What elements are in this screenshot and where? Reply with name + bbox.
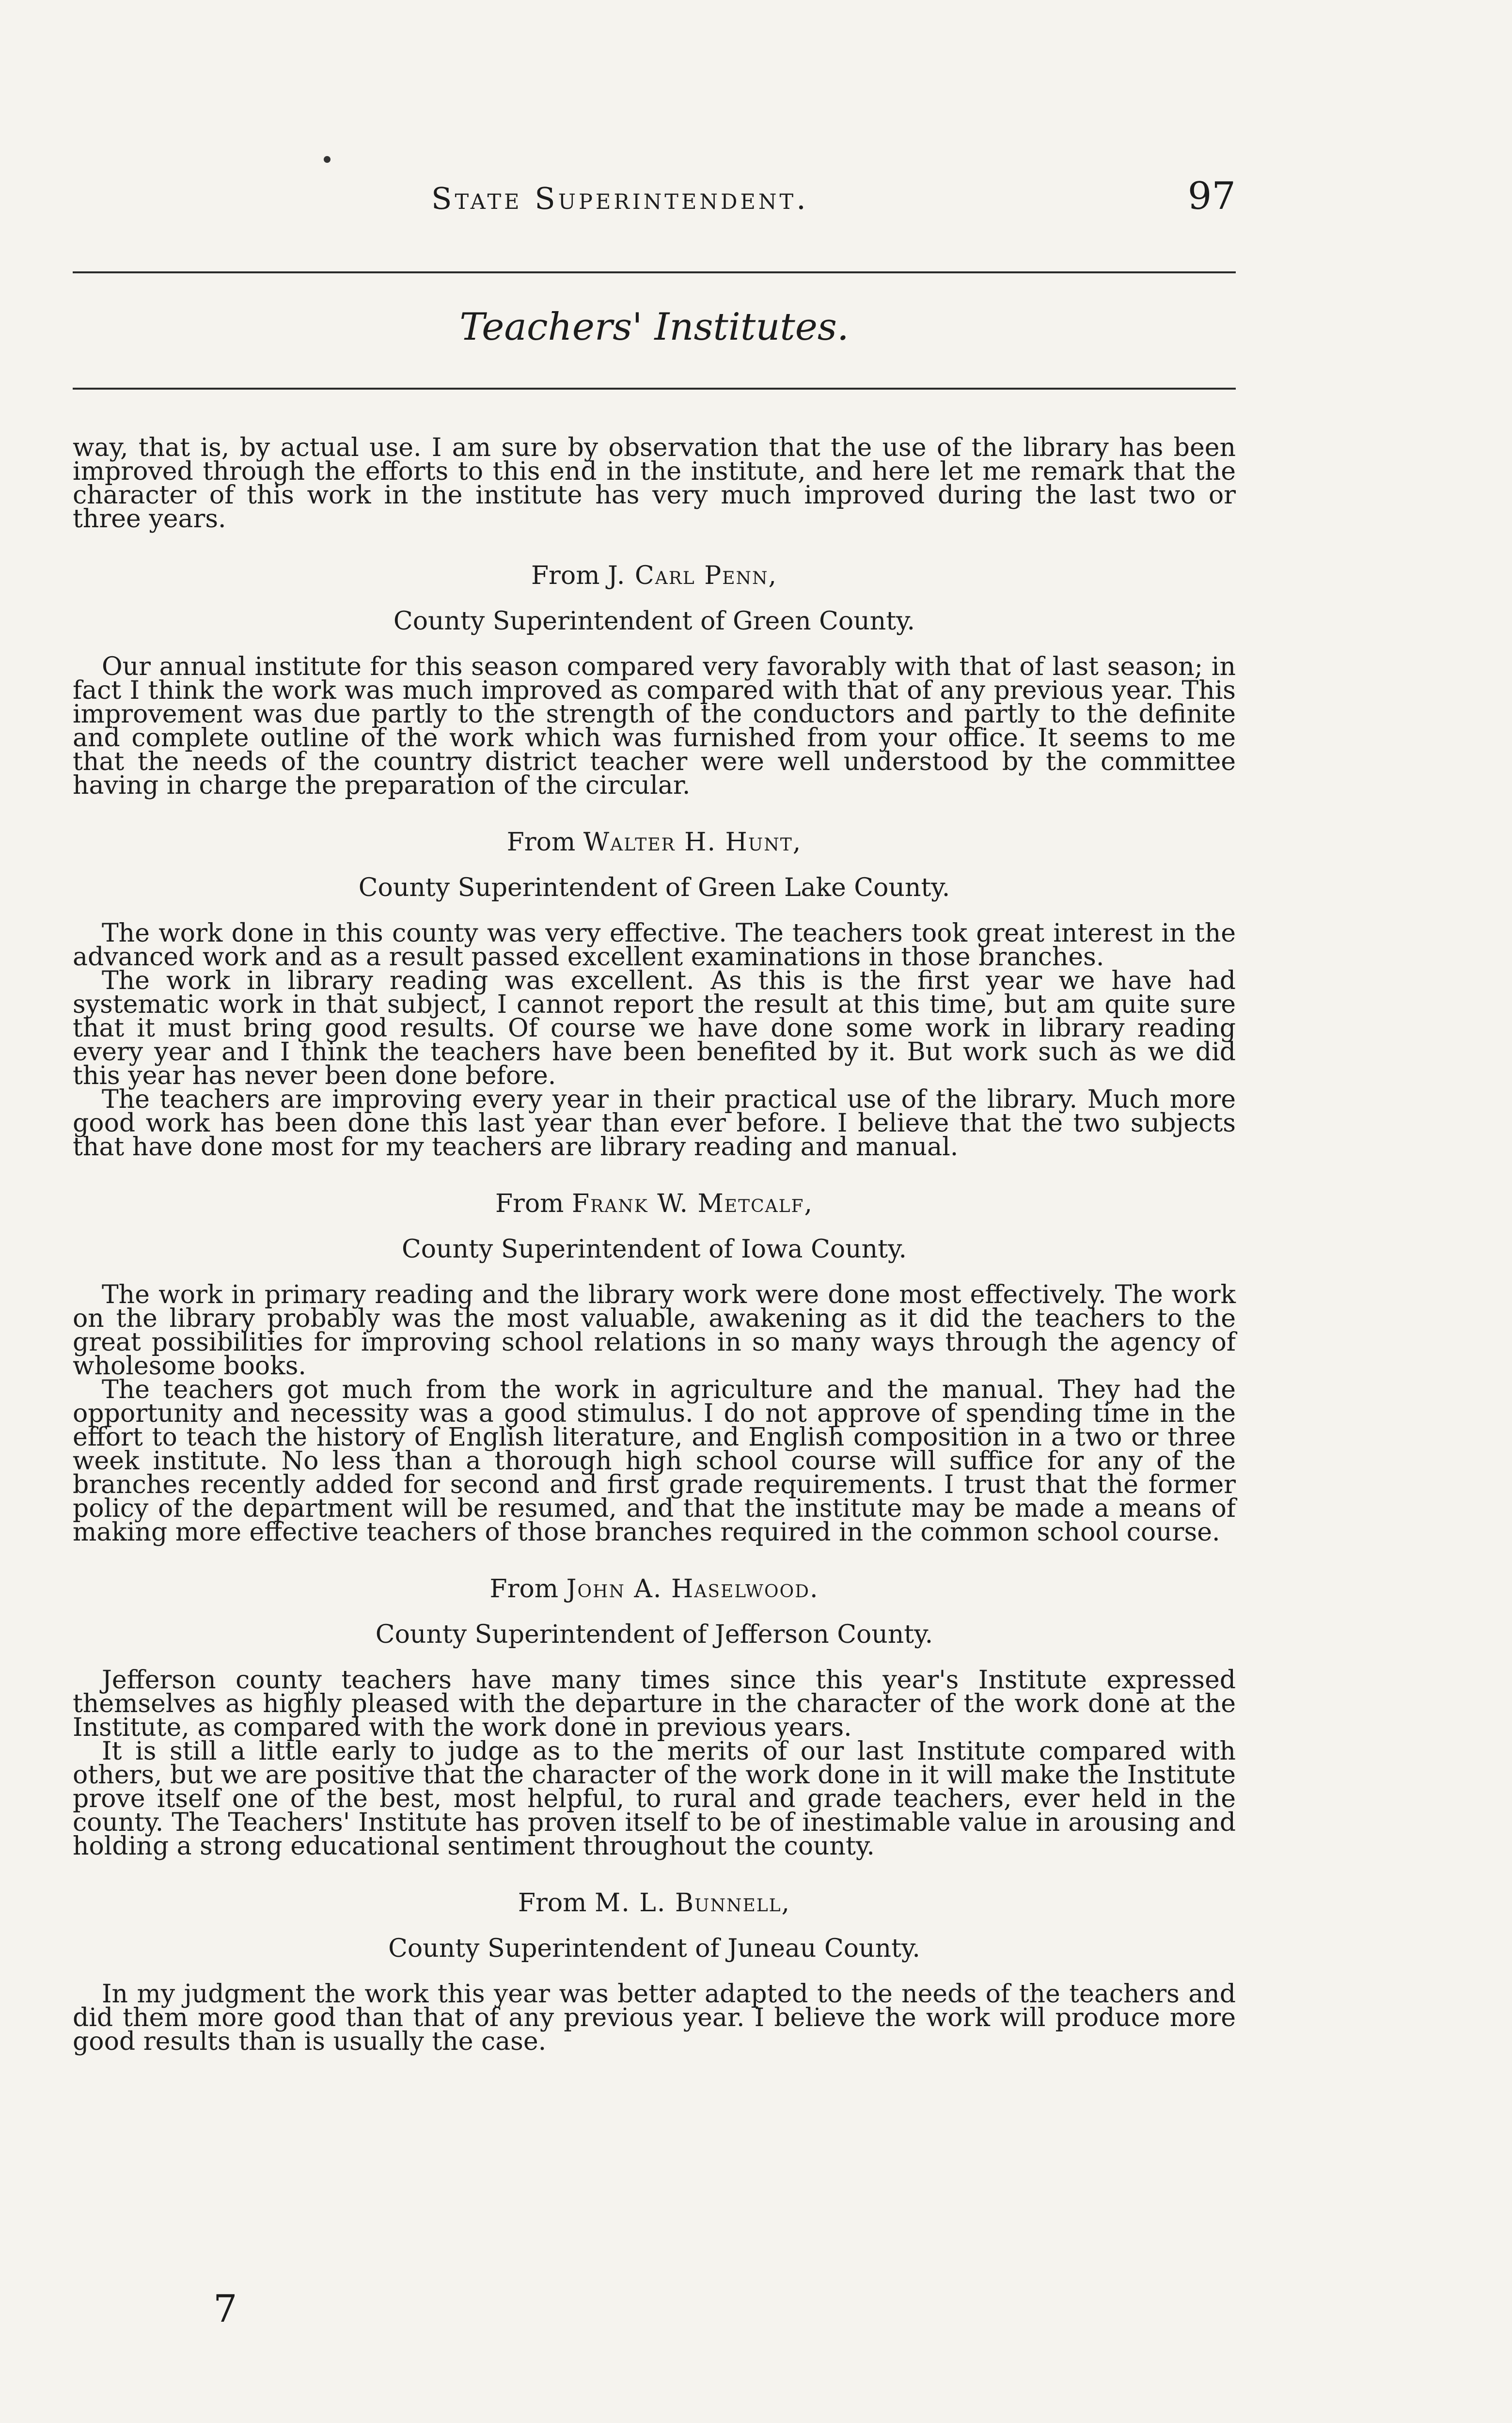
- signature-mark: 7: [213, 2287, 237, 2331]
- body-text: [73, 433, 1236, 2056]
- from-prefix: From: [518, 1888, 587, 1918]
- letter-paragraph: The teachers are improving every year in their practical use of the library. Much more good work has been done this last year than ever before. I believe that the two subjects that have done most for my teachers are library reading and manual.: [73, 1085, 1236, 1162]
- letter-paragraph: In my judgment the work this year was better adapted to the needs of the teachers and did them more good than that of any previous year. I believe the work will produce more good results than is usually the case.: [73, 1980, 1236, 2056]
- letter-paragraph: The work in library reading was excellent. As this is the first year we have had systematic work in that subject, I cannot report the result at this time, but am quite sure that it must bring good results. Of course we have done some work in library reading every year and I think the teachers have been benefited by it. But work such as we did this year has never been done before.: [73, 966, 1236, 1090]
- from-prefix: From: [489, 1574, 559, 1604]
- from-prefix: From: [531, 561, 600, 590]
- author-name: J. Carl Penn,: [608, 561, 778, 590]
- running-head: [73, 174, 1236, 218]
- from-line: [73, 1574, 1236, 1604]
- county-line: County Superintendent of Green Lake County.: [358, 873, 950, 902]
- from-prefix: From: [506, 828, 576, 857]
- letter-paragraph: The work done in this county was very effective. The teachers took great interest in the advanced work and as a result passed excellent examinations in those branches.: [73, 919, 1236, 972]
- letter-paragraph: The work in primary reading and the library work were done most effectively. The work on the library probably was the most valuable, awakening as it did the teachers to the great possibilities for improving school relations in so many ways through the agency of wholesome books.: [73, 1280, 1236, 1381]
- section-title: Teachers' Institutes.: [459, 305, 849, 349]
- header-rule-top: [73, 271, 1236, 273]
- letter-jefferson-county: [73, 1574, 1236, 1861]
- header-rule-bottom: [73, 388, 1236, 390]
- author-name: M. L. Bunnell,: [595, 1888, 791, 1918]
- author-name: Walter H. Hunt,: [583, 828, 802, 857]
- letter-iowa-county: [73, 1189, 1236, 1547]
- county-line: County Superintendent of Green County.: [393, 607, 915, 636]
- author-name: John A. Haselwood.: [566, 1574, 819, 1604]
- letter-paragraph: Our annual institute for this season compared very favorably with that of last season; in fact I think the work was much improved as compared with that of any previous year. This improvement was due partly to the strength of the conductors and partly to the definite and complete outline of the work which was furnished from your office. It seems to me that the needs of the country district teacher were well understood by the committee having in charge the preparation of the circular.: [73, 652, 1236, 800]
- county-line: County Superintendent of Juneau County.: [388, 1934, 920, 1963]
- county-line: County Superintendent of Jefferson County.: [375, 1620, 933, 1649]
- letter-paragraph: The teachers got much from the work in agriculture and the manual. They had the opportunity and necessity was a good stimulus. I do not approve of spending time in the effort to teach the history of English literature, and English composition in a two or three week institute. No less than a thorough high school course will suffice for any of the branches recently added for second and first grade requirements. I trust that the former policy of the department will be resumed, and that the institute may be made a means of making more effective teachers of those branches required in the common school course.: [73, 1375, 1236, 1547]
- from-line: [73, 1189, 1236, 1218]
- from-prefix: From: [495, 1189, 564, 1218]
- letter-paragraph: It is still a little early to judge as to the merits of our last Institute compared with others, but we are positive that the character of the work done in it will make the Institute prove itself one of the best, most helpful, to rural and grade teachers, ever held in the county. The Teachers' Institute has proven itself to be of inestimable value in arousing and holding a strong educational sentiment throughout the county.: [73, 1737, 1236, 1861]
- from-line: [73, 561, 1236, 590]
- running-title: State Superintendent.: [431, 181, 809, 216]
- letter-paragraph: Jefferson county teachers have many times since this year's Institute expressed themselves as highly pleased with the departure in the character of the work done at the Institute, as compared with the work done in previous years.: [73, 1666, 1236, 1742]
- from-line: [73, 828, 1236, 857]
- page-number: 97: [1187, 174, 1236, 218]
- letter-green-lake-county: [73, 828, 1236, 1162]
- county-line: County Superintendent of Iowa County.: [401, 1235, 907, 1264]
- letter-juneau-county: [73, 1888, 1236, 2054]
- letter-green-county: [73, 561, 1236, 798]
- printer-dot: [324, 156, 331, 163]
- from-line: [73, 1888, 1236, 1918]
- opening-paragraph: way, that is, by actual use. I am sure by observation that the use of the library has been improved through the efforts to this end in the institute, and here let me remark that the character of this work in the institute has very much improved during the last two or three years.: [73, 433, 1236, 534]
- author-name: Frank W. Metcalf,: [572, 1189, 814, 1218]
